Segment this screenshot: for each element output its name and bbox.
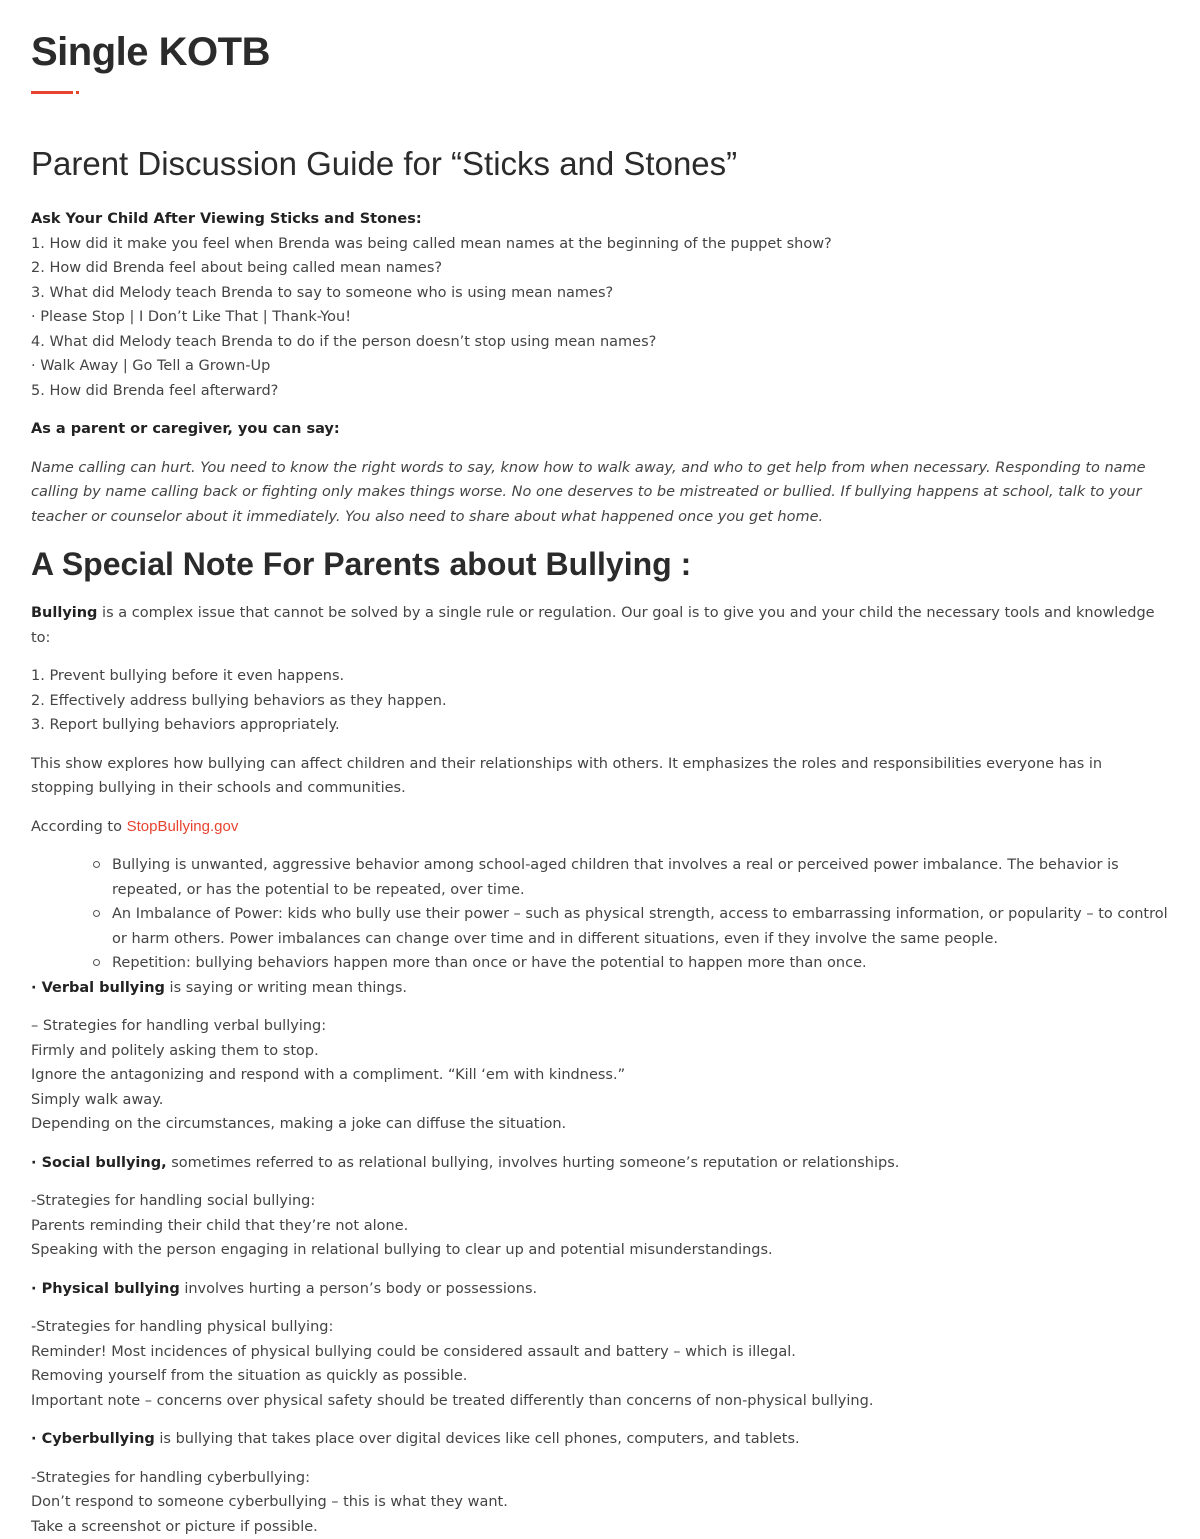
verbal-bold: Verbal bullying [42,980,165,996]
question-item: 2. How did Brenda feel about being called mean names? [31,256,1169,281]
cyber-bold: Cyberbullying [42,1431,155,1447]
goal-item: 3. Report bullying behaviors appropriately. [31,713,1169,738]
physical-text: involves hurting a person’s body or possessions. [180,1281,537,1297]
goal-item: 2. Effectively address bullying behaviors as they happen. [31,689,1169,714]
according-text: According to [31,819,127,835]
strategy-line: -Strategies for handling physical bullying: [31,1315,1169,1340]
social-strategies [31,1189,1169,1263]
strategy-line: -Strategies for handling social bullying: [31,1189,1169,1214]
strategy-line: Removing yourself from the situation as quickly as possible. [31,1364,1169,1389]
strategy-line: -Strategies for handling cyberbullying: [31,1466,1169,1491]
intro-bold: Bullying [31,605,97,621]
definition-item: Repetition: bullying behaviors happen more than once or have the potential to happen more than once. [93,951,1169,976]
page-title: Single KOTB [31,0,1169,76]
social-bullet: · [31,1155,42,1171]
ask-heading: Ask Your Child After Viewing Sticks and Stones: [31,207,1169,232]
strategy-line: Firmly and politely asking them to stop. [31,1039,1169,1064]
verbal-bullet: · [31,980,42,996]
strategy-line: Simply walk away. [31,1088,1169,1113]
definition-item: An Imbalance of Power: kids who bully use their power – such as physical strength, access to embarrassing information, or popularity – to control or harm others. Power imbalances can change over time and in different situations, even if they involve the same people. [93,902,1169,951]
physical-bold: Physical bullying [42,1281,180,1297]
definition-list [31,853,1169,976]
verbal-text: is saying or writing mean things. [165,980,407,996]
title-underline-bar [31,91,73,94]
question-item: 1. How did it make you feel when Brenda was being called mean names at the beginning of the puppet show? [31,232,1169,257]
cyber-text: is bullying that takes place over digital devices like cell phones, computers, and tablets. [155,1431,800,1447]
verbal-intro [31,976,1169,1001]
say-text: Name calling can hurt. You need to know the right words to say, know how to walk away, and who to get help from when necessary. Responding to name calling by name calling back or fighting only makes things worse. No one deserves to be mistreated or bullied. If bullying happens at school, talk to your teacher or counselor about it immediately. You also need to share about what happened once you get home. [31,456,1169,530]
social-text: sometimes referred to as relational bullying, involves hurting someone’s reputation or relationships. [167,1155,900,1171]
strategy-line: Speaking with the person engaging in relational bullying to clear up and potential misunderstandings. [31,1238,1169,1263]
question-item: · Walk Away | Go Tell a Grown-Up [31,354,1169,379]
show-paragraph: This show explores how bullying can affect children and their relationships with others. It emphasizes the roles and responsibilities everyone has in stopping bullying in their schools and communities. [31,752,1169,801]
question-item: 5. How did Brenda feel afterward? [31,379,1169,404]
question-item: 4. What did Melody teach Brenda to do if the person doesn’t stop using mean names? [31,330,1169,355]
strategy-line: Don’t respond to someone cyberbullying – this is what they want. [31,1490,1169,1515]
intro-paragraph [31,601,1169,650]
physical-strategies [31,1315,1169,1413]
stopbullying-link[interactable]: StopBullying.gov [127,818,239,835]
strategy-line: Ignore the antagonizing and respond with a compliment. “Kill ‘em with kindness.” [31,1063,1169,1088]
title-underline-dot [76,91,79,94]
guide-heading: Parent Discussion Guide for “Sticks and Stones” [31,144,1169,184]
strategy-line: Reminder! Most incidences of physical bullying could be considered assault and battery – which is illegal. [31,1340,1169,1365]
title-underline [31,90,1169,94]
strategy-line: Take a screenshot or picture if possible. [31,1515,1169,1539]
physical-intro [31,1277,1169,1302]
note-heading: A Special Note For Parents about Bullying : [31,543,1169,585]
say-heading: As a parent or caregiver, you can say: [31,417,1169,442]
cyber-bullet: · [31,1431,42,1447]
definition-item: Bullying is unwanted, aggressive behavior among school-aged children that involves a real or perceived power imbalance. The behavior is repeated, or has the potential to be repeated, over time. [93,853,1169,902]
strategy-line: Parents reminding their child that they’re not alone. [31,1214,1169,1239]
cyber-intro [31,1427,1169,1452]
goal-item: 1. Prevent bullying before it even happens. [31,664,1169,689]
according-line [31,815,1169,840]
question-item: · Please Stop | I Don’t Like That | Thank-You! [31,305,1169,330]
intro-text: is a complex issue that cannot be solved by a single rule or regulation. Our goal is to give you and your child the necessary tools and knowledge to: [31,605,1155,646]
guide-section [31,207,1169,529]
question-item: 3. What did Melody teach Brenda to say to someone who is using mean names? [31,281,1169,306]
goal-list [31,664,1169,738]
strategy-line: Depending on the circumstances, making a joke can diffuse the situation. [31,1112,1169,1137]
question-list [31,232,1169,404]
verbal-strategies [31,1014,1169,1137]
strategy-line: – Strategies for handling verbal bullying: [31,1014,1169,1039]
cyber-strategies [31,1466,1169,1539]
social-intro [31,1151,1169,1176]
physical-bullet: · [31,1281,42,1297]
social-bold: Social bullying, [42,1155,167,1171]
note-section [31,601,1169,1539]
strategy-line: Important note – concerns over physical safety should be treated differently than concerns of non-physical bullying. [31,1389,1169,1414]
